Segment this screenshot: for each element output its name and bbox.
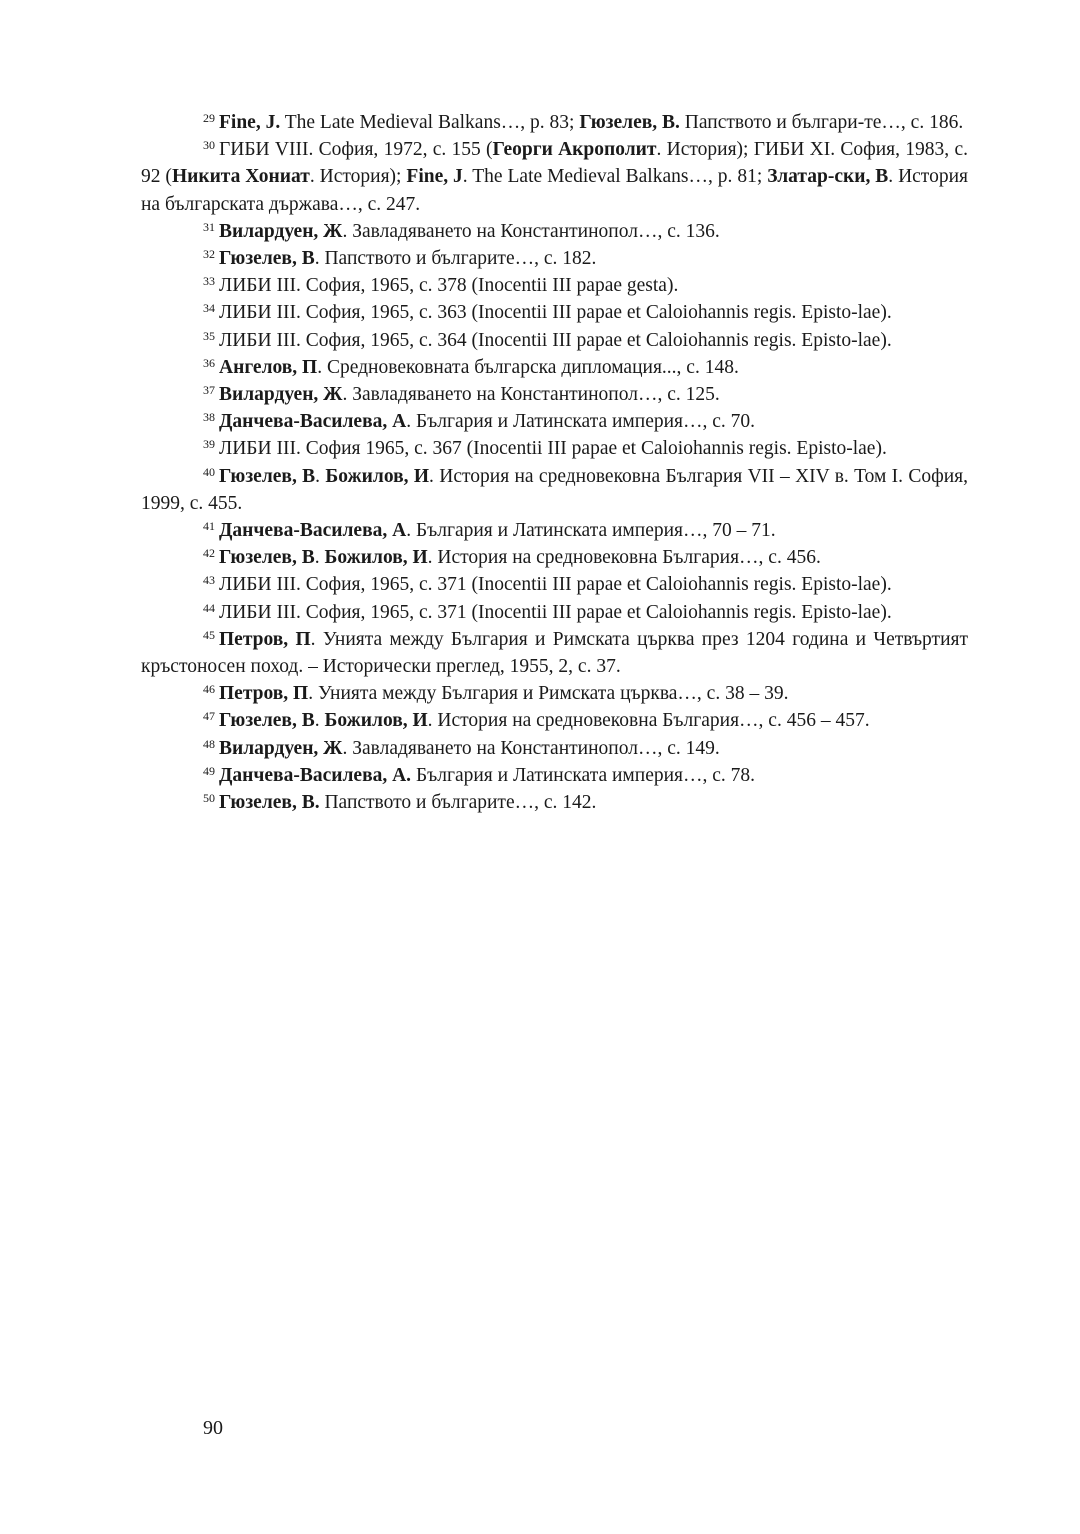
footnote-number: 38 <box>203 410 215 425</box>
footnote-number: 39 <box>203 437 215 452</box>
footnote-44: $^{44}$ ЛИБИ III. София, 1965, с. 371 (Inocentii III papae et Caloiohannis regis. Episto-lae). <box>203 600 892 623</box>
footnote-number: 37 <box>203 383 215 398</box>
footnote-33: $^{33}$ ЛИБИ III. София, 1965, с. 378 (Inocentii III papae gesta). <box>203 274 679 297</box>
footnote-number: 44 <box>203 600 215 615</box>
footnote-45: $^{45}$ Петров, П. Унията между България и Римската църква през 1204 година и Четвъртият кръстоносен поход. – Исторически преглед, 1955, 2, с. 37. <box>141 627 968 678</box>
footnote-42: $^{42}$ Гюзелев, В. Божилов, И. История на средновековна България…, с. 456. <box>203 546 821 569</box>
footnote-48: $^{48}$ Вилардуен, Ж. Завладяването на Константинопол…, с. 149. <box>203 736 720 759</box>
footnote-38: $^{38}$ Данчева-Василева, А. България и Латинската империя…, с. 70. <box>203 410 756 433</box>
footnote-number: 41 <box>203 519 215 534</box>
footnote-number: 34 <box>203 301 215 316</box>
footnote-50: $^{50}$ Гюзелев, В. Папството и българите…, с. 142. <box>203 791 597 814</box>
footnote-31: $^{31}$ Вилардуен, Ж. Завладяването на Константинопол…, с. 136. <box>203 219 720 242</box>
footnote-number: 48 <box>203 736 215 751</box>
footnote-46: $^{46}$ Петров, П. Унията между България и Римската църква…, с. 38 – 39. <box>203 682 789 705</box>
footnote-39: $^{39}$ ЛИБИ III. София 1965, с. 367 (Inocentii III papae et Caloiohannis regis. Episto-lae). <box>203 437 887 460</box>
footnote-47: $^{47}$ Гюзелев, В. Божилов, И. История на средновековна България…, с. 456 – 457. <box>203 709 870 732</box>
footnote-number: 42 <box>203 546 215 561</box>
footnote-number: 35 <box>203 328 215 343</box>
page-number: 90 <box>203 1417 223 1439</box>
footnote-number: 45 <box>203 627 215 642</box>
footnotes-list <box>141 109 968 816</box>
footnote-35: $^{35}$ ЛИБИ III. София, 1965, с. 364 (Inocentii III papae et Caloiohannis regis. Episto-lae). <box>203 328 892 351</box>
footnote-number: 47 <box>203 709 215 724</box>
footnote-number: 29 <box>203 111 215 125</box>
footnote-number: 33 <box>203 274 215 289</box>
footnote-number: 43 <box>203 573 215 588</box>
footnote-number: 32 <box>203 247 215 262</box>
footnote-32: $^{32}$ Гюзелев, В. Папството и българите…, с. 182. <box>203 247 597 270</box>
footnote-37: $^{37}$ Вилардуен, Ж. Завладяването на Константинопол…, с. 125. <box>203 383 720 406</box>
footnote-number: 49 <box>203 763 215 778</box>
footnote-number: 40 <box>203 464 215 479</box>
footnote-49: $^{49}$ Данчева-Василева, А. България и Латинската империя…, с. 78. <box>203 763 756 786</box>
footnote-number: 46 <box>203 682 215 697</box>
footnote-41: $^{41}$ Данчева-Василева, А. България и Латинската империя…, 70 – 71. <box>203 519 776 542</box>
footnote-34: $^{34}$ ЛИБИ III. София, 1965, с. 363 (Inocentii III papae et Caloiohannis regis. Episto-lae). <box>203 301 892 324</box>
footnote-40: $^{40}$ Гюзелев, В. Божилов, И. История на средновековна България VII – XIV в. Том I. София, 1999, с. 455. <box>141 464 969 514</box>
footnote-number: 50 <box>203 791 215 806</box>
footnote-36: $^{36}$ Ангелов, П. Средновековната българска дипломация..., с. 148. <box>203 355 739 378</box>
footnote-number: 31 <box>203 219 215 234</box>
footnote-number: 36 <box>203 355 215 370</box>
footnote-43: $^{43}$ ЛИБИ III. София, 1965, с. 371 (Inocentii III papae et Caloiohannis regis. Episto-lae). <box>203 573 892 596</box>
footnote-29: $^{29}$ Fine, J. The Late Medieval Balkans…, p. 83; Гюзелев, В. Папството и българи-те…, с. 186. <box>203 111 964 133</box>
footnote-30: $^{30}$ ГИБИ VIII. София, 1972, с. 155 (Георги Акрополит. История); ГИБИ XI. София, 1983, с. 92 (Никита Хониат. История); Fine, J. The Late Medieval Balkans…, p. 81; Златар-ски, В. История на българската държава…, с. 247. <box>141 138 968 215</box>
footnote-number: 30 <box>203 138 215 153</box>
